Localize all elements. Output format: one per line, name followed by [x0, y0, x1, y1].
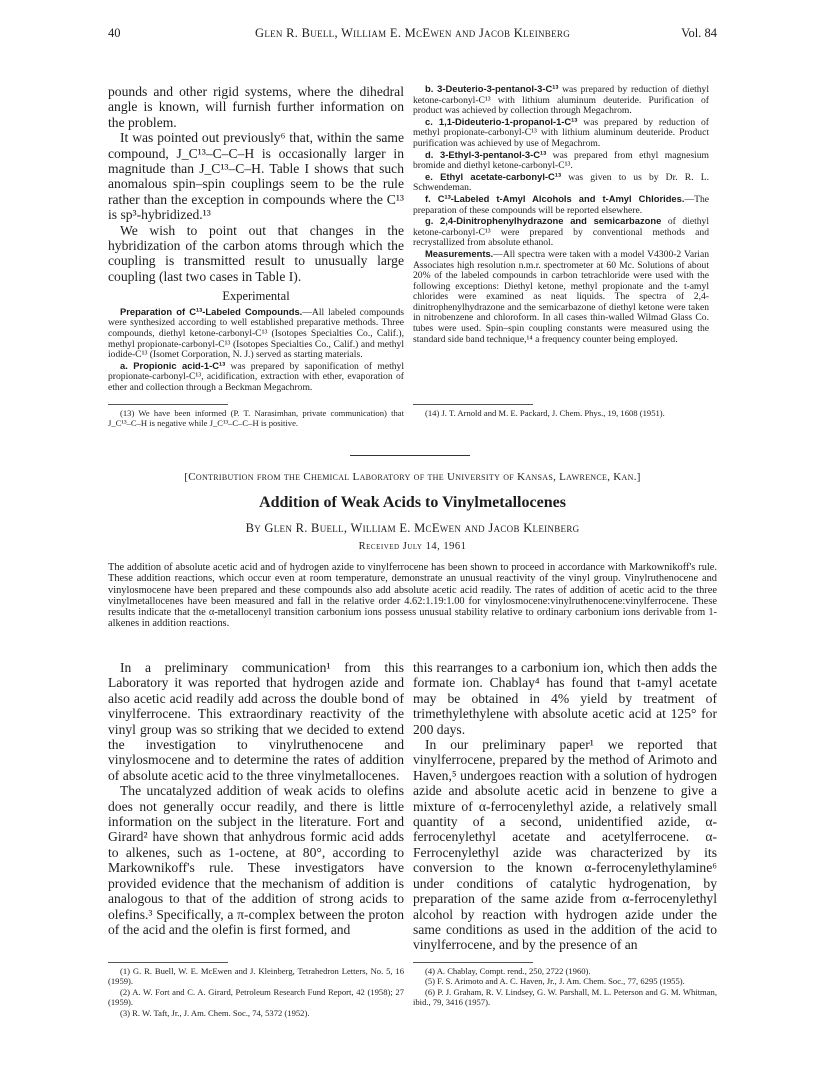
run-in-heading: Measurements.: [425, 247, 494, 259]
paragraph: [413, 150, 709, 172]
footnote-text: (5) F. S. Arimoto and A. C. Haven, Jr., J. Am. Chem. Soc., 77, 6295 (1955).: [425, 976, 685, 987]
paragraph: We wish to point out that changes in the hybridization of the carbon atoms through which the coupling is transmitted result to unusually large coupling (last two cases in Table I).: [108, 222, 404, 284]
run-in-heading: a. Propionic acid-1-C¹³: [120, 359, 226, 371]
footnote: [413, 408, 709, 418]
page-number: 40: [108, 26, 121, 40]
run-in-heading: c. 1,1-Dideuterio-1-propanol-1-C¹³: [425, 115, 578, 127]
upper-left-column: [108, 84, 404, 394]
footnotes: [413, 966, 717, 1008]
upper-right-column: [413, 84, 709, 345]
run-in-heading: d. 3-Ethyl-3-pentanol-3-C¹³: [425, 148, 547, 160]
paragraph-text: was prepared by reduction of methyl propionate-carbonyl-C¹³ with lithium aluminum deuteride. Product purification was achieved by use of Megachrom.: [413, 116, 709, 149]
paragraph: In a preliminary communication¹ from this Laboratory it was reported that hydrogen azide and also acetic acid readily add across the double bond of vinylferrocene. This extraordinary reactivity of the vinyl group was so striking that we decided to extend the investigation to vinylruthenocene and vinylosmocene and to determine the rates of addition of absolute acetic acid to the three vinylmetallocenes.: [108, 660, 404, 783]
paragraph-text: was prepared by saponification of methyl propionate-carbonyl-C¹³, acidification, extraction with ether, evaporation of ether and collection through a Beckman Megachrom.: [108, 360, 404, 394]
footnote-rule: [108, 404, 228, 405]
footnote-rule: [108, 962, 228, 963]
lower-right-column: [413, 660, 717, 953]
paragraph-text: —All labeled compounds were synthesized according to well established preparative methods. Three compounds, diethyl ketone-carbonyl-C¹³ (Isotopes Specialties Co., Calif.), methyl propionate-carbonyl-C¹³ (Isotopes Specialties Co., Calif.) and methyl iodide-C¹³ (Isomet Corporation, N. J.) served as starting materials.: [108, 306, 404, 361]
footnotes: [108, 966, 404, 1018]
paragraph: [108, 361, 404, 394]
contribution-line: [Contribution from the Chemical Laboratory of the University of Kansas, Lawrence, Kan.]: [184, 471, 641, 483]
received-date: Received July 14, 1961: [358, 541, 467, 552]
footnote-text: (13) We have been informed (P. T. Narasimhan, private communication) that J_C¹³–C–H is negative while J_C¹³–C–C–H is positive.: [108, 408, 404, 429]
lower-left-column: [108, 660, 404, 937]
volume-label: Vol. 84: [681, 26, 717, 40]
running-header: [108, 26, 717, 44]
header-authors: Glen R. Buell, William E. McEwen and Jacob Kleinberg: [255, 26, 570, 40]
paragraph: pounds and other rigid systems, where the dihedral angle is known, will furnish further information on the problem.: [108, 84, 404, 130]
run-in-heading: e. Ethyl acetate-carbonyl-C¹³: [425, 170, 562, 182]
abstract: The addition of absolute acetic acid and of hydrogen azide to vinylferrocene has been shown to proceed in accordance with Markownikoff's rule. These addition reactions, which occur even at room temperature, demonstrate an unusual reactivity of the vinyl group. Vinylruthenocene and vinylosmocene have been prepared and these compounds also add absolute acetic acid readily. The rates of addition of acetic acid to the three vinylmetallocenes have been measured and fall in the relative order 4.62:1.19:1.00 for vinylosmocene:vinylruthenocene:vinylferrocene. These results indicate that the α-metallocenyl transition carbonium ions possess unusual stability relative to ordinary carbonium ions derivable from 1-alkenes in addition reactions.: [108, 562, 717, 630]
paragraph: [413, 117, 709, 150]
run-in-heading: f. C¹³-Labeled t-Amyl Alcohols and t-Amyl Chlorides.: [425, 192, 685, 204]
paragraph: [108, 307, 404, 361]
footnote-text: (6) P. J. Graham, R. V. Lindsey, G. W. Parshall, M. L. Peterson and G. M. Whitman, ibid., 79, 3416 (1957).: [413, 986, 717, 1008]
footnote-text: (1) G. R. Buell, W. E. McEwen and J. Kleinberg, Tetrahedron Letters, No. 5, 16 (1959).: [108, 966, 404, 987]
paragraph: In our preliminary paper¹ we reported that vinylferrocene, prepared by the method of Arimoto and Haven,⁵ undergoes reaction with a solution of hydrogen azide and absolute acetic acid in benzene to give a mixture of α-ferrocenylethyl azide, a relatively small quantity of a second, unidentified azide, α-ferrocenylethyl acetate and acetylferrocene. α-Ferrocenylethyl azide was characterized by its conversion to the known α-ferrocenylethylamine⁶ under conditions of catalytic hydrogenation, by preparation of the same azide from α-ferrocenylethyl alcohol by reaction with hydrogen azide under the same conditions as used in the addition of the acid to vinylferrocene, and by the presence of an: [413, 737, 717, 953]
footnote-rule: [413, 404, 533, 405]
run-in-heading: b. 3-Deuterio-3-pentanol-3-C¹³: [425, 83, 559, 94]
paragraph-text: —The preparation of these compounds will be reported elsewhere.: [413, 193, 709, 216]
article-separator: [350, 455, 470, 456]
section-heading: Experimental: [222, 289, 290, 304]
run-in-heading: Preparation of C¹³-Labeled Compounds.: [120, 305, 303, 317]
byline: By Glen R. Buell, William E. McEwen and Jacob Kleinberg: [245, 521, 580, 535]
footnote: [108, 408, 404, 429]
paragraph: this rearranges to a carbonium ion, which then adds the formate ion. Chablay⁴ has found that t-amyl acetate may be obtained in 4% yield by treatment of trimethylethylene with absolute acetic acid at 125° for 200 days.: [413, 660, 717, 737]
footnote-text: (3) R. W. Taft, Jr., J. Am. Chem. Soc., 74, 5372 (1952).: [120, 1007, 310, 1018]
paragraph: [413, 172, 709, 194]
article-title: Addition of Weak Acids to Vinylmetallocenes: [259, 494, 566, 511]
paragraph: [413, 84, 709, 117]
paragraph-text: was prepared from ethyl magnesium bromide and diethyl ketone-carbonyl-C¹³.: [413, 149, 709, 172]
paragraph-text: —All spectra were taken with a model V4300-2 Varian Associates high resolution n.m.r. spectrometer at 60 Mc. Solutions of about 20% of the labeled compounds in carbon tetrachloride were used with the following exceptions: Diethyl ketone, methyl propionate and the t-amyl chlorides were examined as neat liquids. The spectra of 2,4-dinitrophenylhydrazone and the semicarbazone of diethyl ketone were taken in nitrobenzene and chloroform. In all cases thin-walled Wilmad Glass Co. tubes were used. Spin–spin coupling constants were measured using the standard side band technique,¹⁴ a frequency counter being employed.: [413, 248, 709, 345]
paragraph: [413, 249, 709, 345]
run-in-heading: g. 2,4-Dinitrophenylhydrazone and semicarbazone: [425, 215, 662, 227]
paragraph: [413, 216, 709, 249]
footnote-text: (14) J. T. Arnold and M. E. Packard, J. Chem. Phys., 19, 1608 (1951).: [425, 408, 665, 418]
paragraph-text: of diethyl ketone-carbonyl-C¹³ were prepared by conventional methods and recrystallized from absolute ethanol.: [413, 216, 709, 249]
footnote-rule: [413, 962, 533, 963]
paragraph-text: was prepared by reduction of diethyl ketone-carbonyl-C¹³ with lithium aluminum deuteride. Purification of product was achieved by collection through Megachrom.: [413, 84, 710, 117]
footnote-text: (2) A. W. Fort and C. A. Girard, Petroleum Research Fund Report, 42 (1958); 27 (1959).: [108, 986, 404, 1008]
paragraph: The uncatalyzed addition of weak acids to olefins does not generally occur readily, and there is little information on the subject in the literature. Fort and Girard² have shown that anhydrous formic acid adds to alkenes, such as 1-octene, at 80°, according to Markownikoff's rule. These investigators have provided evidence that the mechanism of addition is analogous to that of the addition of strong acids to olefins.³ Specifically, a π-complex between the proton of the acid and the olefin is first formed, and: [108, 783, 404, 937]
paragraph: [413, 194, 709, 216]
paragraph: It was pointed out previously⁶ that, within the same compound, J_C¹³–C–C–H is occasionally larger in magnitude than J_C¹³–C–H. Table I shows that such anomalous spin–spin couplings seem to be the rule rather than the exception in compounds where the C¹³ is sp³-hybridized.¹³: [108, 130, 404, 223]
footnote-text: (4) A. Chablay, Compt. rend., 250, 2722 (1960).: [425, 966, 591, 976]
paragraph-text: was given to us by Dr. R. L. Schwendeman.: [413, 171, 709, 194]
